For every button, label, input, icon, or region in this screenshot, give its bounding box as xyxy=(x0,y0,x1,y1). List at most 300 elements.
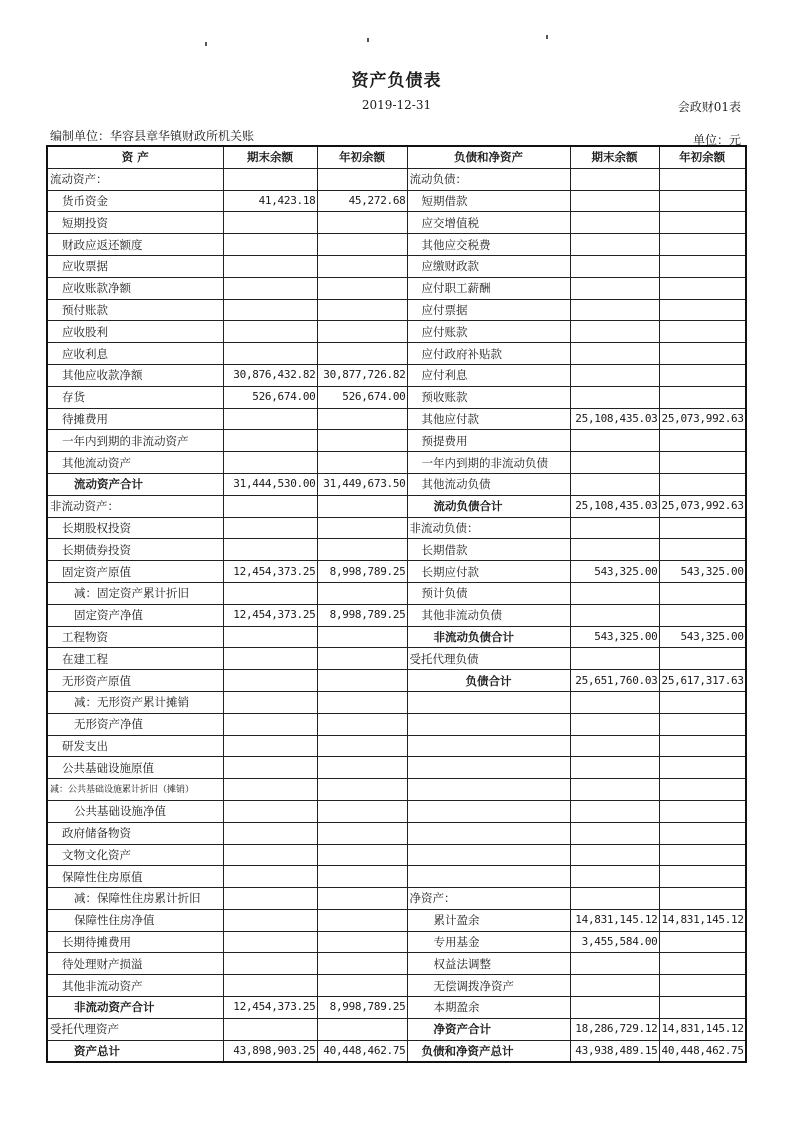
liability-ending-balance xyxy=(570,321,659,343)
asset-ending-balance: 12,454,373.25 xyxy=(223,604,317,626)
scan-speck xyxy=(205,42,207,46)
asset-ending-balance: 12,454,373.25 xyxy=(223,561,317,583)
liability-item-label: 专用基金 xyxy=(407,931,570,953)
asset-ending-balance xyxy=(223,735,317,757)
asset-beginning-balance xyxy=(317,800,407,822)
table-row xyxy=(47,648,746,670)
table-row xyxy=(47,234,746,256)
liability-beginning-balance: 40,448,462.75 xyxy=(659,1040,746,1062)
liability-item-label: 流动负债： xyxy=(407,168,570,190)
asset-ending-balance xyxy=(223,648,317,670)
liability-item-label xyxy=(407,779,570,801)
liability-item-label xyxy=(407,866,570,888)
column-header-assets: 资 产 xyxy=(47,146,223,168)
liability-beginning-balance xyxy=(659,779,746,801)
asset-item-label: 应收账款净额 xyxy=(47,277,223,299)
asset-beginning-balance xyxy=(317,234,407,256)
asset-ending-balance xyxy=(223,909,317,931)
asset-beginning-balance: 8,998,789.25 xyxy=(317,561,407,583)
asset-ending-balance xyxy=(223,779,317,801)
asset-ending-balance: 43,898,903.25 xyxy=(223,1040,317,1062)
table-row xyxy=(47,495,746,517)
liability-beginning-balance xyxy=(659,343,746,365)
liability-beginning-balance xyxy=(659,473,746,495)
liability-beginning-balance xyxy=(659,691,746,713)
liability-item-label: 预计负债 xyxy=(407,582,570,604)
liability-item-label: 负债合计 xyxy=(407,670,570,692)
table-row xyxy=(47,670,746,692)
liability-ending-balance: 543,325.00 xyxy=(570,626,659,648)
report-date: 2019-12-31 xyxy=(361,98,432,112)
asset-ending-balance xyxy=(223,408,317,430)
liability-ending-balance xyxy=(570,430,659,452)
asset-item-label: 减：固定资产累计折旧 xyxy=(47,582,223,604)
liability-ending-balance xyxy=(570,299,659,321)
liability-item-label: 应缴财政款 xyxy=(407,255,570,277)
asset-beginning-balance xyxy=(317,844,407,866)
liability-ending-balance: 25,108,435.03 xyxy=(570,495,659,517)
liability-item-label: 其他非流动负债 xyxy=(407,604,570,626)
liability-item-label xyxy=(407,822,570,844)
asset-ending-balance xyxy=(223,234,317,256)
liability-ending-balance xyxy=(570,822,659,844)
asset-beginning-balance xyxy=(317,495,407,517)
liability-ending-balance xyxy=(570,648,659,670)
liability-ending-balance xyxy=(570,997,659,1019)
liability-ending-balance xyxy=(570,452,659,474)
liability-beginning-balance: 25,073,992.63 xyxy=(659,495,746,517)
table-row xyxy=(47,561,746,583)
table-row xyxy=(47,517,746,539)
liability-beginning-balance xyxy=(659,822,746,844)
table-row xyxy=(47,321,746,343)
liability-beginning-balance: 25,617,317.63 xyxy=(659,670,746,692)
liability-ending-balance: 18,286,729.12 xyxy=(570,1018,659,1040)
asset-item-label: 流动资产合计 xyxy=(47,473,223,495)
liability-item-label: 一年内到期的非流动负债 xyxy=(407,452,570,474)
asset-beginning-balance xyxy=(317,735,407,757)
table-row xyxy=(47,844,746,866)
asset-ending-balance xyxy=(223,299,317,321)
asset-beginning-balance xyxy=(317,888,407,910)
table-row xyxy=(47,800,746,822)
form-code: 会政财01表 xyxy=(677,100,741,114)
asset-ending-balance: 526,674.00 xyxy=(223,386,317,408)
asset-item-label: 研发支出 xyxy=(47,735,223,757)
column-header-liabilities: 负债和净资产 xyxy=(407,146,570,168)
liability-beginning-balance: 25,073,992.63 xyxy=(659,408,746,430)
liability-beginning-balance xyxy=(659,364,746,386)
liability-beginning-balance xyxy=(659,604,746,626)
table-row xyxy=(47,343,746,365)
liability-ending-balance xyxy=(570,713,659,735)
asset-item-label: 减：保障性住房累计折旧 xyxy=(47,888,223,910)
liability-item-label: 本期盈余 xyxy=(407,997,570,1019)
asset-ending-balance: 41,423.18 xyxy=(223,190,317,212)
table-row xyxy=(47,473,746,495)
table-row xyxy=(47,1040,746,1062)
liability-beginning-balance xyxy=(659,866,746,888)
asset-item-label: 货币资金 xyxy=(47,190,223,212)
asset-item-label: 固定资产原值 xyxy=(47,561,223,583)
table-row xyxy=(47,691,746,713)
liability-ending-balance xyxy=(570,604,659,626)
liability-ending-balance xyxy=(570,800,659,822)
liability-ending-balance xyxy=(570,779,659,801)
asset-item-label: 预付账款 xyxy=(47,299,223,321)
liability-item-label: 其他应交税费 xyxy=(407,234,570,256)
asset-item-label: 非流动资产合计 xyxy=(47,997,223,1019)
liability-item-label xyxy=(407,713,570,735)
asset-ending-balance xyxy=(223,277,317,299)
liability-beginning-balance xyxy=(659,844,746,866)
asset-beginning-balance xyxy=(317,866,407,888)
liability-item-label: 长期应付款 xyxy=(407,561,570,583)
table-row xyxy=(47,430,746,452)
liability-item-label: 短期借款 xyxy=(407,190,570,212)
liability-beginning-balance xyxy=(659,517,746,539)
liability-item-label: 应付职工薪酬 xyxy=(407,277,570,299)
liability-beginning-balance: 14,831,145.12 xyxy=(659,1018,746,1040)
liability-beginning-balance xyxy=(659,277,746,299)
asset-beginning-balance xyxy=(317,517,407,539)
balance-sheet-table xyxy=(46,145,747,1063)
asset-beginning-balance xyxy=(317,277,407,299)
asset-item-label: 流动资产： xyxy=(47,168,223,190)
liability-beginning-balance xyxy=(659,931,746,953)
liability-ending-balance: 25,108,435.03 xyxy=(570,408,659,430)
table-row xyxy=(47,386,746,408)
asset-ending-balance xyxy=(223,539,317,561)
liability-ending-balance xyxy=(570,757,659,779)
table-row xyxy=(47,408,746,430)
column-header-asset-ending: 期末余额 xyxy=(223,146,317,168)
asset-ending-balance xyxy=(223,844,317,866)
asset-item-label: 在建工程 xyxy=(47,648,223,670)
liability-item-label: 非流动负债合计 xyxy=(407,626,570,648)
asset-ending-balance xyxy=(223,343,317,365)
table-row xyxy=(47,190,746,212)
column-header-liab-ending: 期末余额 xyxy=(570,146,659,168)
liability-ending-balance xyxy=(570,234,659,256)
asset-beginning-balance xyxy=(317,757,407,779)
liability-item-label: 预收账款 xyxy=(407,386,570,408)
liability-beginning-balance xyxy=(659,452,746,474)
liability-item-label: 应付票据 xyxy=(407,299,570,321)
asset-item-label: 受托代理资产 xyxy=(47,1018,223,1040)
liability-beginning-balance xyxy=(659,757,746,779)
table-row xyxy=(47,866,746,888)
page-title: 资产负债表 xyxy=(351,71,442,91)
asset-beginning-balance: 45,272.68 xyxy=(317,190,407,212)
table-row xyxy=(47,735,746,757)
asset-beginning-balance: 31,449,673.50 xyxy=(317,473,407,495)
asset-beginning-balance: 8,998,789.25 xyxy=(317,997,407,1019)
table-row xyxy=(47,888,746,910)
asset-ending-balance xyxy=(223,691,317,713)
liability-ending-balance xyxy=(570,691,659,713)
liability-beginning-balance xyxy=(659,975,746,997)
liability-ending-balance xyxy=(570,168,659,190)
liability-beginning-balance xyxy=(659,190,746,212)
asset-item-label: 短期投资 xyxy=(47,212,223,234)
asset-item-label: 减：无形资产累计摊销 xyxy=(47,691,223,713)
asset-item-label: 长期债券投资 xyxy=(47,539,223,561)
asset-item-label: 公共基础设施原值 xyxy=(47,757,223,779)
asset-ending-balance xyxy=(223,713,317,735)
column-header-liab-beginning: 年初余额 xyxy=(659,146,746,168)
liability-beginning-balance xyxy=(659,997,746,1019)
liability-item-label xyxy=(407,691,570,713)
liability-ending-balance xyxy=(570,866,659,888)
asset-ending-balance xyxy=(223,452,317,474)
liability-beginning-balance xyxy=(659,234,746,256)
liability-ending-balance xyxy=(570,517,659,539)
liability-beginning-balance xyxy=(659,648,746,670)
asset-ending-balance xyxy=(223,495,317,517)
currency-unit: 单位：元 xyxy=(692,133,741,147)
asset-ending-balance: 12,454,373.25 xyxy=(223,997,317,1019)
table-row xyxy=(47,277,746,299)
liability-ending-balance xyxy=(570,190,659,212)
liability-item-label: 应交增值税 xyxy=(407,212,570,234)
asset-ending-balance xyxy=(223,800,317,822)
asset-beginning-balance xyxy=(317,430,407,452)
liability-ending-balance xyxy=(570,255,659,277)
asset-beginning-balance xyxy=(317,648,407,670)
asset-beginning-balance xyxy=(317,582,407,604)
liability-ending-balance xyxy=(570,975,659,997)
table-row xyxy=(47,539,746,561)
liability-beginning-balance xyxy=(659,735,746,757)
asset-ending-balance xyxy=(223,430,317,452)
liability-ending-balance xyxy=(570,277,659,299)
asset-item-label: 待摊费用 xyxy=(47,408,223,430)
asset-item-label: 长期股权投资 xyxy=(47,517,223,539)
table-row xyxy=(47,212,746,234)
liability-item-label: 长期借款 xyxy=(407,539,570,561)
table-row xyxy=(47,582,746,604)
asset-item-label: 公共基础设施净值 xyxy=(47,800,223,822)
asset-ending-balance xyxy=(223,1018,317,1040)
asset-item-label: 减：公共基础设施累计折旧（摊销） xyxy=(47,779,223,801)
liability-beginning-balance xyxy=(659,713,746,735)
liability-beginning-balance xyxy=(659,953,746,975)
asset-beginning-balance xyxy=(317,822,407,844)
asset-ending-balance xyxy=(223,626,317,648)
asset-item-label: 资产总计 xyxy=(47,1040,223,1062)
asset-item-label: 其他非流动资产 xyxy=(47,975,223,997)
asset-ending-balance xyxy=(223,953,317,975)
liability-item-label: 预提费用 xyxy=(407,430,570,452)
asset-ending-balance xyxy=(223,975,317,997)
liability-ending-balance: 14,831,145.12 xyxy=(570,909,659,931)
asset-item-label: 待处理财产损溢 xyxy=(47,953,223,975)
asset-item-label: 应收票据 xyxy=(47,255,223,277)
liability-item-label: 净资产合计 xyxy=(407,1018,570,1040)
asset-item-label: 一年内到期的非流动资产 xyxy=(47,430,223,452)
asset-ending-balance xyxy=(223,517,317,539)
table-row xyxy=(47,626,746,648)
table-header-row xyxy=(47,146,746,168)
liability-item-label: 净资产： xyxy=(407,888,570,910)
asset-item-label: 工程物资 xyxy=(47,626,223,648)
table-row xyxy=(47,779,746,801)
table-row xyxy=(47,255,746,277)
asset-beginning-balance xyxy=(317,255,407,277)
table-row xyxy=(47,909,746,931)
asset-ending-balance: 31,444,530.00 xyxy=(223,473,317,495)
asset-item-label: 长期待摊费用 xyxy=(47,931,223,953)
liability-beginning-balance xyxy=(659,299,746,321)
liability-ending-balance xyxy=(570,212,659,234)
liability-beginning-balance: 543,325.00 xyxy=(659,561,746,583)
asset-beginning-balance: 8,998,789.25 xyxy=(317,604,407,626)
liability-item-label: 应付账款 xyxy=(407,321,570,343)
table-row xyxy=(47,364,746,386)
liability-ending-balance xyxy=(570,888,659,910)
liability-item-label xyxy=(407,800,570,822)
liability-beginning-balance: 14,831,145.12 xyxy=(659,909,746,931)
asset-beginning-balance xyxy=(317,408,407,430)
asset-beginning-balance: 40,448,462.75 xyxy=(317,1040,407,1062)
liability-beginning-balance xyxy=(659,212,746,234)
asset-beginning-balance xyxy=(317,452,407,474)
asset-ending-balance xyxy=(223,822,317,844)
asset-item-label: 保障性住房原值 xyxy=(47,866,223,888)
liability-ending-balance xyxy=(570,343,659,365)
table-row xyxy=(47,452,746,474)
asset-item-label: 固定资产净值 xyxy=(47,604,223,626)
asset-beginning-balance xyxy=(317,299,407,321)
liability-ending-balance xyxy=(570,539,659,561)
asset-beginning-balance xyxy=(317,779,407,801)
asset-item-label: 保障性住房净值 xyxy=(47,909,223,931)
table-row xyxy=(47,997,746,1019)
liability-item-label: 权益法调整 xyxy=(407,953,570,975)
asset-beginning-balance: 30,877,726.82 xyxy=(317,364,407,386)
liability-item-label: 应付政府补贴款 xyxy=(407,343,570,365)
asset-item-label: 政府储备物资 xyxy=(47,822,223,844)
asset-beginning-balance xyxy=(317,626,407,648)
asset-beginning-balance xyxy=(317,1018,407,1040)
asset-ending-balance xyxy=(223,757,317,779)
liability-item-label: 累计盈余 xyxy=(407,909,570,931)
table-row xyxy=(47,953,746,975)
liability-item-label xyxy=(407,757,570,779)
scan-speck xyxy=(367,38,369,42)
asset-ending-balance xyxy=(223,168,317,190)
liability-item-label: 流动负债合计 xyxy=(407,495,570,517)
liability-ending-balance xyxy=(570,473,659,495)
asset-item-label: 非流动资产： xyxy=(47,495,223,517)
liability-ending-balance xyxy=(570,386,659,408)
asset-beginning-balance xyxy=(317,909,407,931)
liability-ending-balance: 3,455,584.00 xyxy=(570,931,659,953)
asset-beginning-balance xyxy=(317,539,407,561)
asset-beginning-balance xyxy=(317,953,407,975)
table-row xyxy=(47,975,746,997)
liability-ending-balance xyxy=(570,364,659,386)
liability-item-label: 其他流动负债 xyxy=(407,473,570,495)
table-row xyxy=(47,757,746,779)
asset-item-label: 其他应收款净额 xyxy=(47,364,223,386)
table-row xyxy=(47,822,746,844)
asset-item-label: 存货 xyxy=(47,386,223,408)
asset-item-label: 无形资产净值 xyxy=(47,713,223,735)
liability-ending-balance: 543,325.00 xyxy=(570,561,659,583)
asset-ending-balance xyxy=(223,212,317,234)
liability-item-label: 受托代理负债 xyxy=(407,648,570,670)
asset-beginning-balance: 526,674.00 xyxy=(317,386,407,408)
liability-beginning-balance xyxy=(659,582,746,604)
liability-ending-balance: 25,651,760.03 xyxy=(570,670,659,692)
asset-item-label: 其他流动资产 xyxy=(47,452,223,474)
table-row xyxy=(47,299,746,321)
table-row xyxy=(47,168,746,190)
liability-ending-balance xyxy=(570,735,659,757)
asset-ending-balance xyxy=(223,255,317,277)
asset-item-label: 应收股利 xyxy=(47,321,223,343)
liability-item-label: 非流动负债： xyxy=(407,517,570,539)
liability-item-label xyxy=(407,735,570,757)
asset-ending-balance xyxy=(223,582,317,604)
table-row xyxy=(47,604,746,626)
liability-beginning-balance xyxy=(659,430,746,452)
asset-item-label: 应收利息 xyxy=(47,343,223,365)
asset-beginning-balance xyxy=(317,713,407,735)
asset-beginning-balance xyxy=(317,168,407,190)
liability-beginning-balance xyxy=(659,255,746,277)
liability-beginning-balance xyxy=(659,539,746,561)
asset-ending-balance xyxy=(223,670,317,692)
column-header-asset-beginning: 年初余额 xyxy=(317,146,407,168)
asset-beginning-balance xyxy=(317,691,407,713)
scan-speck xyxy=(546,35,548,39)
table-row xyxy=(47,713,746,735)
asset-beginning-balance xyxy=(317,931,407,953)
asset-ending-balance xyxy=(223,321,317,343)
asset-beginning-balance xyxy=(317,670,407,692)
liability-item-label: 应付利息 xyxy=(407,364,570,386)
asset-beginning-balance xyxy=(317,343,407,365)
asset-item-label: 财政应返还额度 xyxy=(47,234,223,256)
liability-ending-balance xyxy=(570,953,659,975)
liability-ending-balance xyxy=(570,844,659,866)
asset-ending-balance xyxy=(223,931,317,953)
liability-item-label: 无偿调拨净资产 xyxy=(407,975,570,997)
asset-ending-balance: 30,876,432.82 xyxy=(223,364,317,386)
asset-beginning-balance xyxy=(317,321,407,343)
liability-beginning-balance xyxy=(659,800,746,822)
asset-ending-balance xyxy=(223,866,317,888)
liability-ending-balance xyxy=(570,582,659,604)
liability-beginning-balance xyxy=(659,888,746,910)
liability-beginning-balance: 543,325.00 xyxy=(659,626,746,648)
liability-beginning-balance xyxy=(659,168,746,190)
asset-item-label: 文物文化资产 xyxy=(47,844,223,866)
table-row xyxy=(47,931,746,953)
asset-beginning-balance xyxy=(317,212,407,234)
asset-item-label: 无形资产原值 xyxy=(47,670,223,692)
liability-beginning-balance xyxy=(659,386,746,408)
table-row xyxy=(47,1018,746,1040)
liability-item-label: 负债和净资产总计 xyxy=(407,1040,570,1062)
liability-ending-balance: 43,938,489.15 xyxy=(570,1040,659,1062)
preparing-unit: 编制单位：华容县章华镇财政所机关账 xyxy=(50,129,255,143)
liability-item-label xyxy=(407,844,570,866)
asset-beginning-balance xyxy=(317,975,407,997)
